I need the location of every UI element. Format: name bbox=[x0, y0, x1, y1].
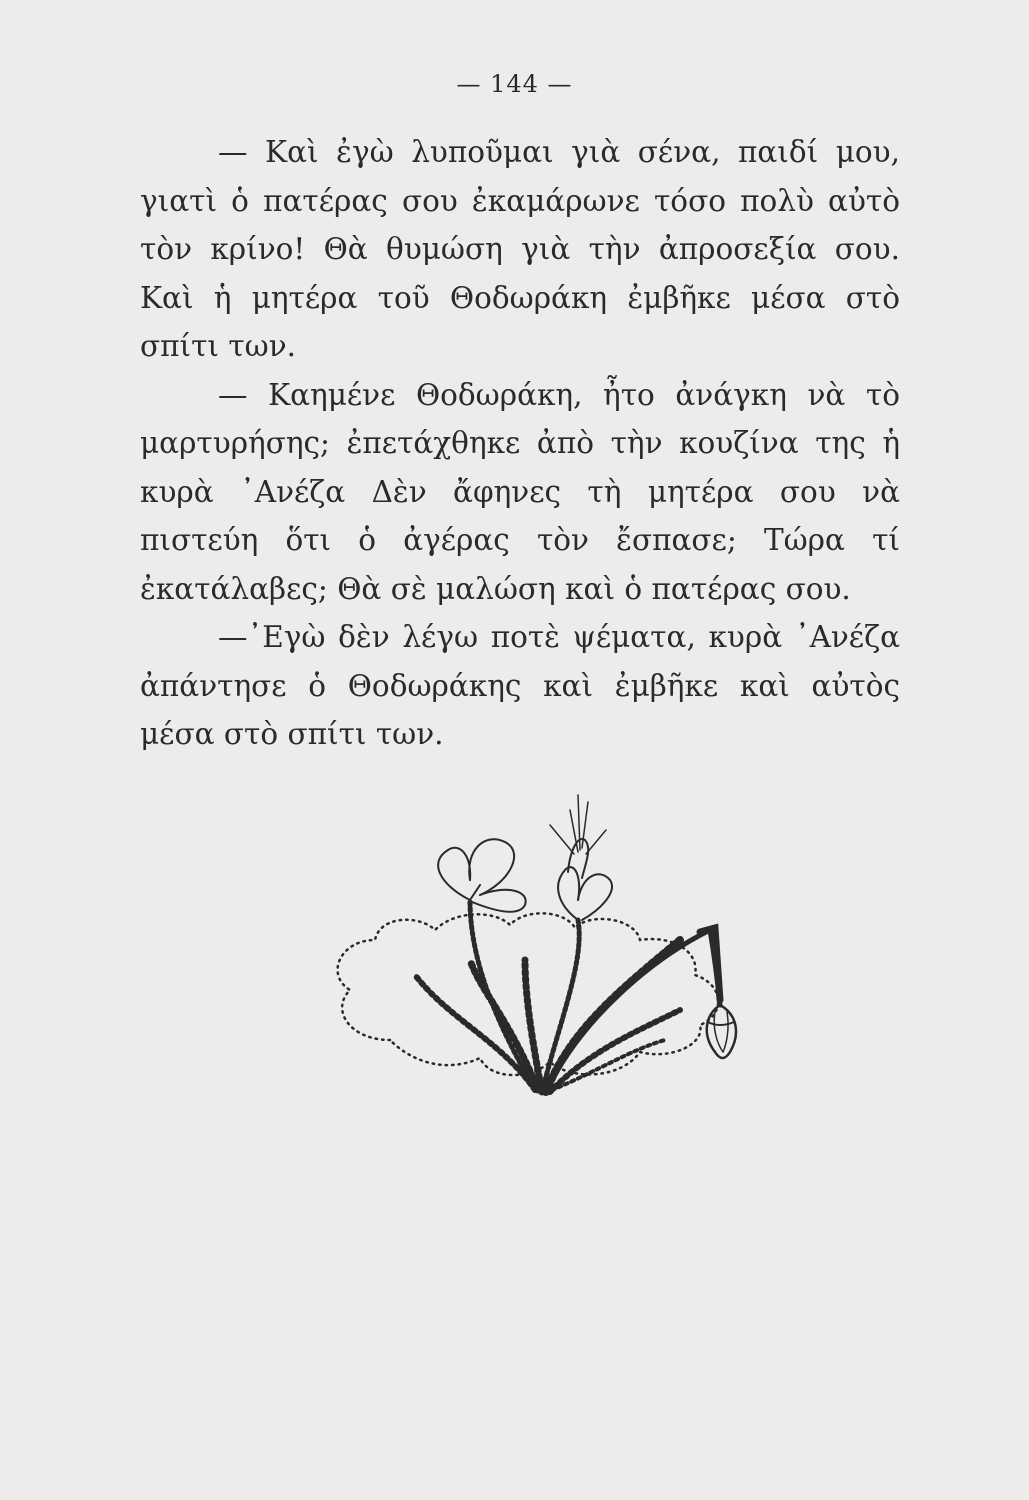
paragraph-3: —᾿Εγὼ δὲν λέγω ποτὲ ψέματα, κυρὰ ᾿Ανέζα ἀπάντησε ὁ Θοδωράκης καὶ ἐμβῆκε καὶ αὐτὸς μέσα στὸ σπίτι των. bbox=[140, 620, 900, 751]
paragraph-2: — Καημένε Θοδωράκη, ἦτο ἀνάγκη νὰ τὸ μαρτυρήσης; ἐπετάχθηκε ἀπὸ τὴν κουζίνα της ἡ κυρὰ ᾿Ανέζα Δὲν ἄφηνες τὴ μητέρα σου νὰ πιστεύη ὅτι ὁ ἀγέρας τὸν ἔσπασε; Τώρα τί ἐκατάλαβες; Θὰ σὲ μαλώση καὶ ὁ πατέρας σου. bbox=[140, 377, 900, 606]
paragraph-1: — Καὶ ἐγὼ λυποῦμαι γιὰ σένα, παιδί μου, γιατὶ ὁ πατέρας σου ἐκαμάρωνε τόσο πολὺ αὐτὸ τὸν κρίνο! Θὰ θυμώση γιὰ τὴν ἀπροσεξία σου. Καὶ ἡ μητέρα τοῦ Θοδωράκη ἐμβῆκε μέσα στὸ σπίτι των. bbox=[140, 135, 900, 363]
lily-flowers-vignette-icon bbox=[320, 790, 760, 1120]
page-number: — 144 — bbox=[456, 70, 573, 98]
body-text bbox=[140, 128, 900, 759]
